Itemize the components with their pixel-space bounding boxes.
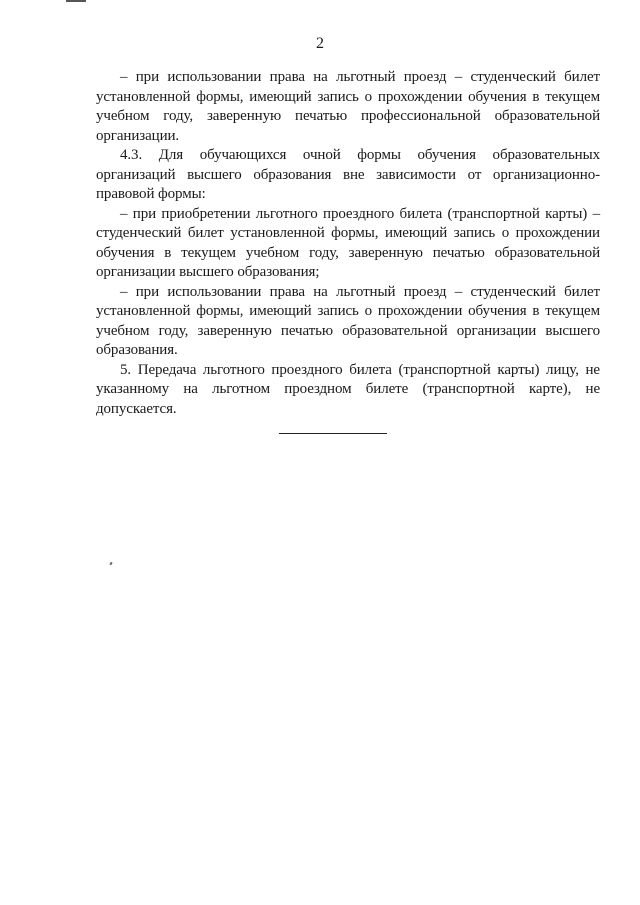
page-number: 2	[316, 35, 324, 52]
paragraph-section-4-3: 4.3. Для обучающихся очной формы обучения образовательных организаций высшего образования вне зависимости от организационно-правовой формы:	[96, 147, 600, 202]
paragraph-usage-higher-ed: – при использовании права на льготный проезд – студенческий билет установленной формы, имеющий запись о прохождении обучения в текущем учебном году, заверенную печатью образовательной организации высшего образования.	[96, 283, 600, 358]
paragraph-usage-vocational: – при использовании права на льготный проезд – студенческий билет установленной формы, имеющий запись о прохождении обучения в текущем учебном году, заверенную печатью профессиональной образовательной организации.	[96, 69, 600, 144]
scan-speck	[109, 562, 112, 566]
document-body	[96, 68, 600, 419]
paragraph-purchase-higher-ed: – при приобретении льготного проездного билета (транспортной карты) – студенческий билет установленной формы, имеющий запись о прохождении обучения в текущем учебном году, заверенную печатью образовательной организации высшего образования;	[96, 205, 600, 280]
paragraph-section-5: 5. Передача льготного проездного билета (транспортной карты) лицу, не указанному на льготном проездном билете (транспортной карте), не допускается.	[96, 361, 600, 417]
scan-mark	[66, 0, 86, 2]
end-of-text-rule	[279, 433, 387, 434]
